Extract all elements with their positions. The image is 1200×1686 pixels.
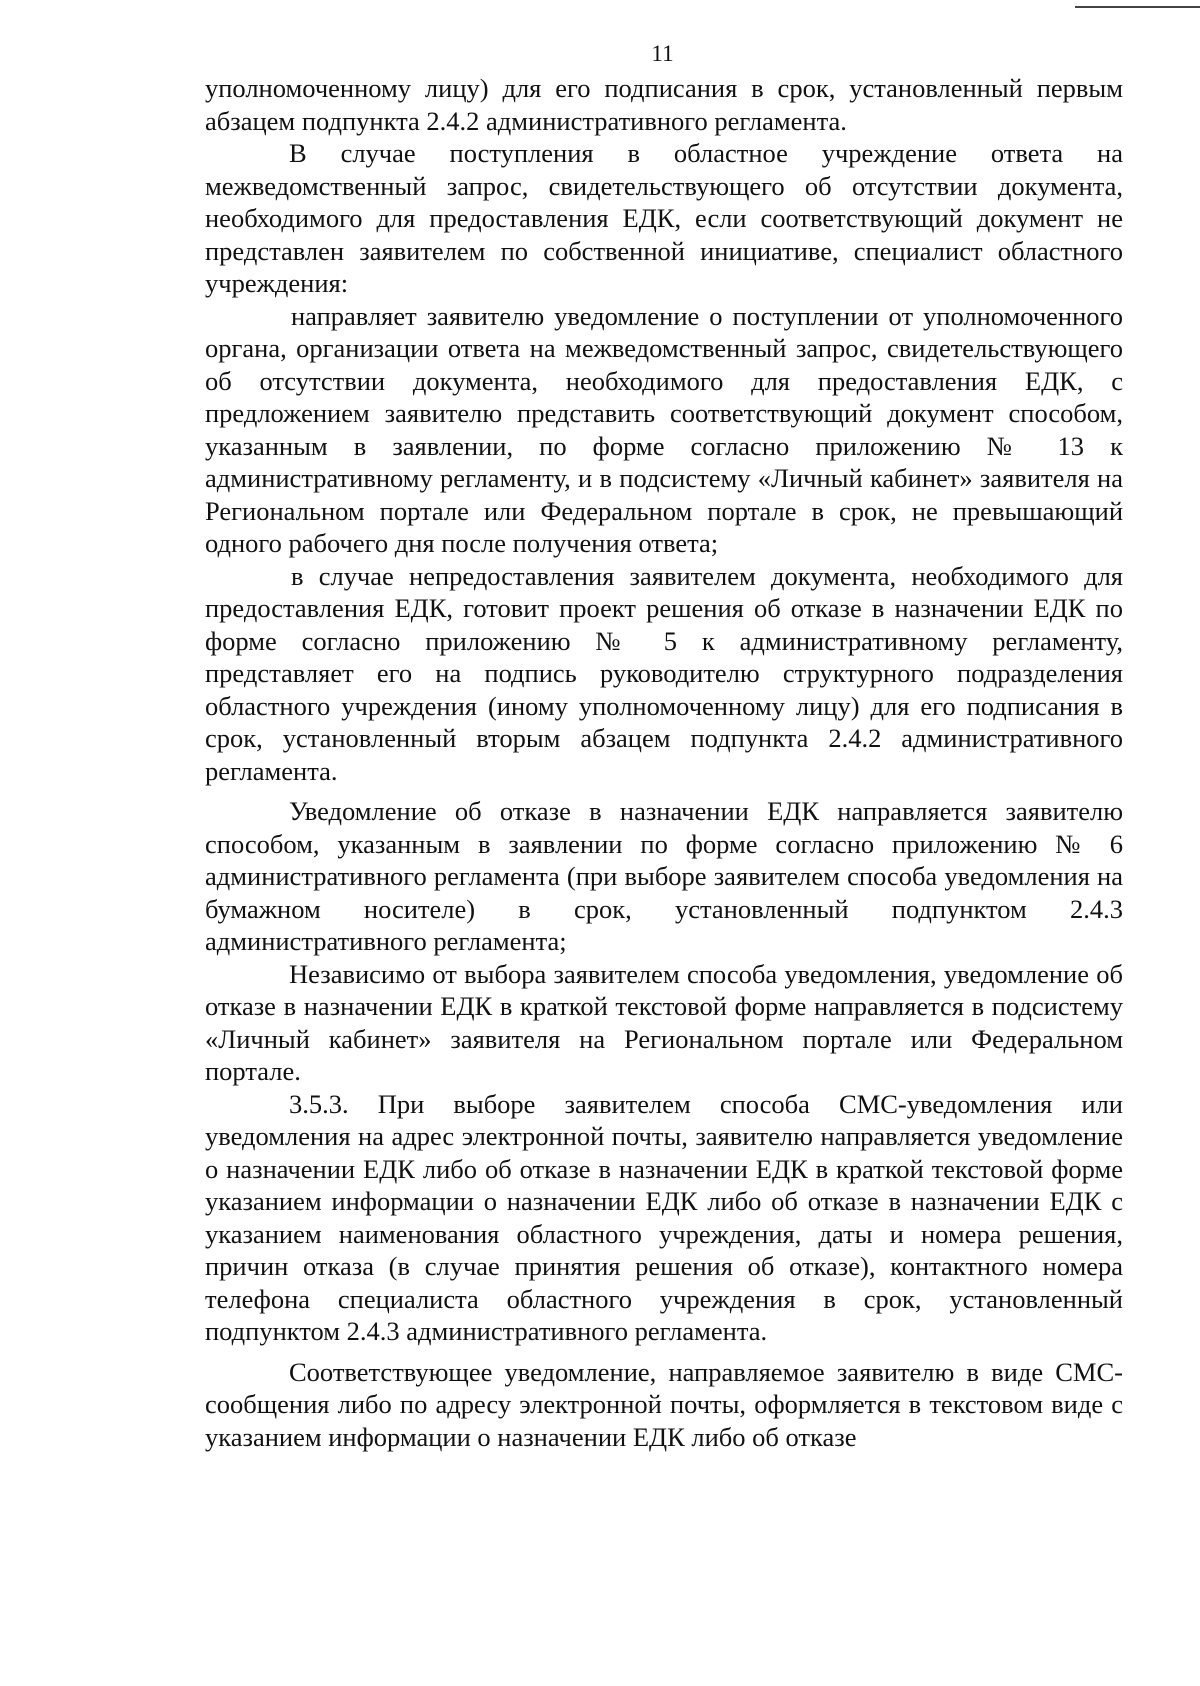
paragraph-refusal-notice: Уведомление об отказе в назначении ЕДК направляется заявителю способом, указанным в заявлении по форме согласно приложению № 6 административного регламента (при выборе заявителем способа уведомления на бумажном носителе) в срок, установленный подпунктом 2.4.3 административного регламента; bbox=[205, 796, 1123, 956]
paragraph-refusal-draft: в случае непредоставления заявителем документа, необходимого для предоставления ЕДК, готовит проект решения об отказе в назначении ЕДК по форме согласно приложению № 5 к административному регламенту, представляет его на подпись руководителю структурного подразделения областного учреждения (иному уполномоченному лицу) для его подписания в срок, установленный вторым абзацем подпункта 2.4.2 административного регламента. bbox=[205, 560, 1123, 786]
paragraph-send-notification: направляет заявителю уведомление о поступлении от уполномоченного органа, организации ответа на межведомственный запрос, свидетельствующего об отсутствии документа, необходимого для предоставления ЕДК, с предложением заявителю представить соответствующий документ способом, указанным в заявлении, по форме согласно приложению № 13 к административному регламенту, и в подсистему «Личный кабинет» заявителя на Региональном портале или Федеральном портале в срок, не превышающий одного рабочего дня после получения ответа; bbox=[205, 300, 1123, 558]
paragraph-continuation: уполномоченному лицу) для его подписания в срок, установленный первым абзацем подпункта 2.4.2 административного регламента. bbox=[205, 73, 1123, 136]
paragraph-3-5-3: 3.5.3. При выборе заявителем способа СМС-уведомления или уведомления на адрес электронной почты, заявителю направляется уведомление о назначении ЕДК либо об отказе в назначении ЕДК в краткой текстовой форме указанием информации о назначении ЕДК либо об отказе в назначении ЕДК с указанием наименования областного учреждения, даты и номера решения, причин отказа (в случае принятия решения об отказе), контактного номера телефона специалиста областного учреждения в срок, установленный подпунктом 2.4.3 административного регламента. bbox=[205, 1088, 1123, 1346]
scan-artifact-line bbox=[1075, 6, 1200, 8]
paragraph-sms-notice: Соответствующее уведомление, направляемое заявителю в виде СМС-сообщения либо по адресу электронной почты, оформляется в текстовом виде с указанием информации о назначении ЕДК либо об отказе bbox=[205, 1356, 1123, 1452]
paragraph-interagency-response: В случае поступления в областное учреждение ответа на межведомственный запрос, свидетельствующего об отсутствии документа, необходимого для предоставления ЕДК, если соответствующий документ не представлен заявителем по собственной инициативе, специалист областного учреждения: bbox=[205, 138, 1123, 298]
document-body bbox=[205, 72, 1123, 1453]
page-number: 11 bbox=[651, 41, 674, 66]
paragraph-personal-cabinet: Независимо от выбора заявителем способа уведомления, уведомление об отказе в назначении ЕДК в краткой текстовой форме направляется в подсистему «Личный кабинет» заявителя на Региональном портале или Федеральном портале. bbox=[205, 958, 1123, 1086]
